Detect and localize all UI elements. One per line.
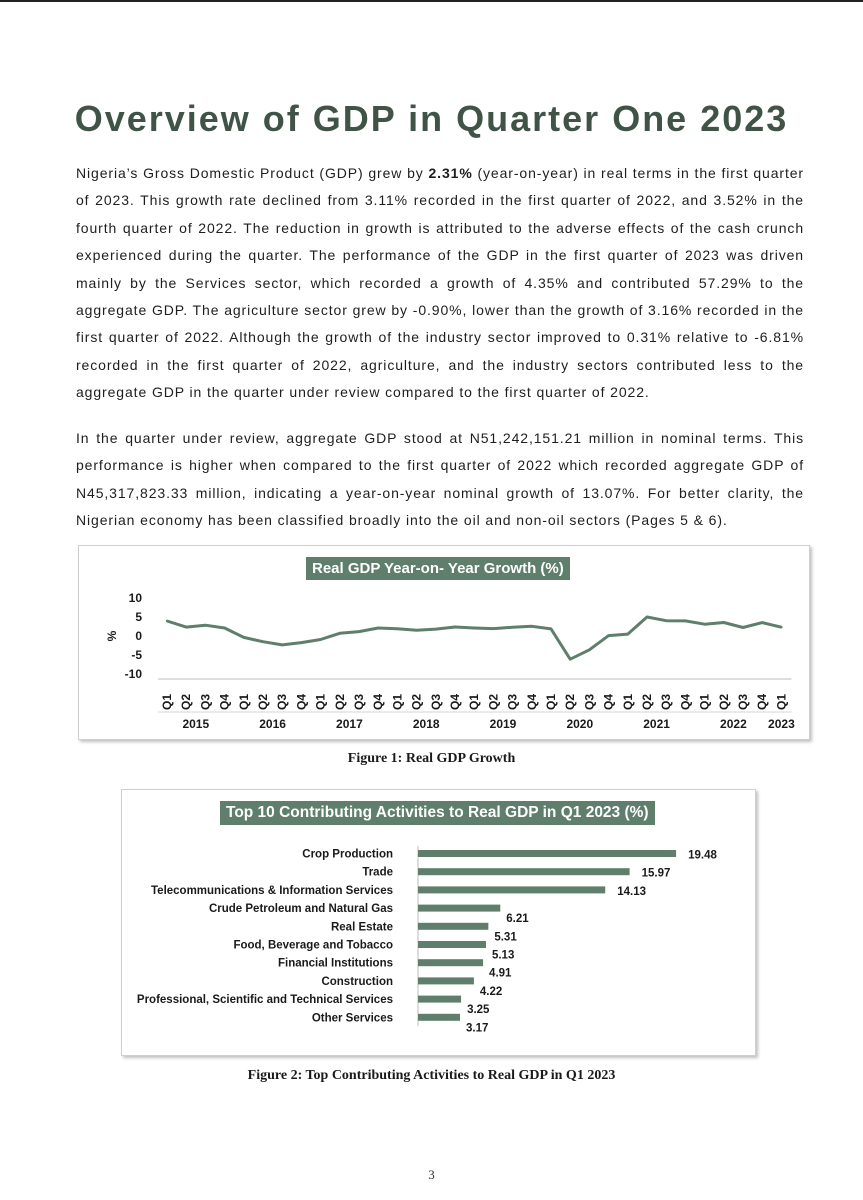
growth-point xyxy=(492,627,494,629)
x-tick-label: Q4 xyxy=(217,693,232,710)
category-label: Real Estate xyxy=(330,921,393,934)
category-label: Trade xyxy=(362,866,393,879)
page-title: Overview of GDP in Quarter One 2023 xyxy=(74,98,789,139)
year-label: 2016 xyxy=(259,717,286,731)
figure-1-caption: Figure 1: Real GDP Growth xyxy=(347,751,516,766)
growth-point xyxy=(665,619,667,621)
figure-2-caption: Figure 2: Top Contributing Activities to Real GDP in Q1 2023 xyxy=(247,1068,616,1083)
x-tick-label: Q2 xyxy=(640,693,654,710)
x-tick-label: Q2 xyxy=(179,693,194,710)
bar-value-label: 3.25 xyxy=(467,1004,490,1017)
growth-point xyxy=(511,626,513,628)
growth-point xyxy=(435,628,437,630)
contribution-bar xyxy=(418,959,483,966)
x-tick-label: Q4 xyxy=(371,693,386,710)
contribution-bar xyxy=(418,1014,460,1021)
x-tick-label: Q3 xyxy=(275,693,290,710)
x-tick-label: Q2 xyxy=(563,693,578,710)
growth-point xyxy=(473,627,475,629)
category-label: Professional, Scientific and Technical Services xyxy=(136,994,393,1007)
bar-value-label: 15.97 xyxy=(641,867,671,880)
page-number: 3 xyxy=(428,1167,435,1182)
growth-point xyxy=(415,629,417,631)
x-tick-label: Q1 xyxy=(467,693,482,710)
contribution-bar xyxy=(418,850,676,857)
category-label: Other Services xyxy=(311,1012,393,1025)
x-tick-label: Q1 xyxy=(620,693,635,710)
growth-point xyxy=(550,628,552,630)
x-tick-label: Q4 xyxy=(678,693,693,710)
x-tick-label: Q2 xyxy=(256,693,270,710)
growth-point xyxy=(262,640,264,642)
chart-1-title: Real GDP Year-on- Year Growth (%) xyxy=(306,557,570,580)
year-label: 2018 xyxy=(412,717,440,731)
growth-point xyxy=(703,623,705,625)
x-tick-label: Q4 xyxy=(601,693,616,710)
growth-point xyxy=(684,620,686,622)
top-contributors-bar-chart xyxy=(122,790,755,1055)
contribution-bar xyxy=(418,923,488,930)
x-tick-label: Q1 xyxy=(774,693,789,710)
category-label: Food, Beverage and Tobacco xyxy=(233,939,393,952)
growth-rate-highlight: 2.31% xyxy=(428,165,473,181)
y-tick-label: 5 xyxy=(135,610,142,624)
growth-point xyxy=(223,627,225,629)
category-label: Telecommunications & Information Services xyxy=(151,884,393,897)
page-top-border xyxy=(0,0,863,2)
growth-point xyxy=(204,624,206,626)
paragraph-nominal-gdp: In the quarter under review, aggregate GDP stood at N51,242,151.21 million in nominal terms. This performance is higher when compared to the first quarter of 2022 which recorded aggregate GDP of N45,317,823.33 million, indicating a year-on-year nominal growth of 13.07%. For better clarity, the Nigerian economy has been classified broadly into the oil and non-oil sectors (Pages 5 & 6). xyxy=(76,430,804,529)
y-axis-label: % xyxy=(105,630,119,642)
bar-value-label: 6.21 xyxy=(506,913,529,926)
x-tick-label: Q1 xyxy=(160,693,174,710)
top-contributing-activities-chart xyxy=(121,789,756,1056)
year-label: 2023 xyxy=(768,717,795,731)
growth-point xyxy=(761,621,763,623)
category-label: Crop Production xyxy=(302,848,393,861)
x-tick-label: Q3 xyxy=(736,693,750,710)
x-tick-label: Q3 xyxy=(198,693,213,710)
contribution-bar xyxy=(418,996,461,1003)
growth-point xyxy=(358,630,360,632)
growth-point xyxy=(243,636,245,638)
growth-point xyxy=(166,620,168,622)
contribution-bar xyxy=(418,905,500,912)
growth-point xyxy=(607,634,609,636)
y-tick-label: -5 xyxy=(131,648,142,662)
paragraph-1-text-start: Nigeria’s Gross Domestic Product (GDP) grew by xyxy=(76,165,429,181)
growth-point xyxy=(780,626,782,628)
category-label: Crude Petroleum and Natural Gas xyxy=(208,903,393,916)
year-label: 2015 xyxy=(182,717,210,731)
bar-value-label: 4.91 xyxy=(489,967,512,980)
x-tick-label: Q1 xyxy=(236,693,251,710)
contribution-bar xyxy=(418,977,474,984)
x-tick-label: Q1 xyxy=(313,693,328,710)
bar-value-label: 5.31 xyxy=(494,931,517,944)
growth-point xyxy=(723,621,725,623)
x-tick-label: Q4 xyxy=(755,693,770,710)
x-tick-label: Q3 xyxy=(428,693,443,710)
growth-point xyxy=(588,649,590,651)
y-tick-label: -10 xyxy=(124,667,142,681)
x-tick-label: Q4 xyxy=(448,693,462,710)
growth-point xyxy=(454,626,456,628)
contribution-bar xyxy=(418,941,486,948)
contribution-bar xyxy=(418,868,630,875)
x-tick-label: Q4 xyxy=(524,693,539,710)
bar-value-label: 14.13 xyxy=(617,885,647,898)
year-label: 2019 xyxy=(489,717,517,731)
growth-point xyxy=(281,644,283,646)
x-tick-label: Q1 xyxy=(697,693,712,710)
category-label: Construction xyxy=(321,975,393,988)
year-label: 2022 xyxy=(720,717,747,731)
growth-point xyxy=(300,641,302,643)
x-tick-label: Q2 xyxy=(332,693,347,710)
growth-point xyxy=(377,627,379,629)
growth-point xyxy=(319,638,321,640)
growth-point xyxy=(569,658,571,660)
x-tick-label: Q3 xyxy=(659,693,674,710)
bar-value-label: 3.17 xyxy=(466,1022,489,1035)
y-tick-label: 0 xyxy=(135,629,142,643)
bar-value-label: 5.13 xyxy=(491,949,515,962)
growth-point xyxy=(627,633,629,635)
category-label: Financial Institutions xyxy=(277,957,393,970)
paragraph-gdp-growth xyxy=(76,160,804,407)
year-label: 2020 xyxy=(566,717,594,731)
growth-point xyxy=(339,632,341,634)
growth-point xyxy=(742,626,744,628)
x-tick-label: Q1 xyxy=(390,693,405,710)
growth-series-line xyxy=(167,617,781,659)
x-tick-label: Q1 xyxy=(544,693,558,710)
real-gdp-growth-line-chart xyxy=(79,546,809,739)
bar-value-label: 4.22 xyxy=(479,985,503,998)
growth-point xyxy=(185,626,187,628)
contribution-bar xyxy=(418,886,605,893)
growth-point xyxy=(531,625,533,627)
x-tick-label: Q2 xyxy=(486,693,501,710)
x-tick-label: Q2 xyxy=(409,693,424,710)
x-tick-label: Q2 xyxy=(716,693,731,710)
chart-2-title: Top 10 Contributing Activities to Real GDP in Q1 2023 (%) xyxy=(220,801,655,825)
x-tick-label: Q4 xyxy=(294,693,309,710)
x-tick-label: Q3 xyxy=(505,693,520,710)
x-tick-label: Q3 xyxy=(582,693,597,710)
real-gdp-growth-chart xyxy=(78,545,810,740)
y-tick-label: 10 xyxy=(128,591,142,605)
growth-point xyxy=(396,628,398,630)
year-label: 2021 xyxy=(643,717,670,731)
x-tick-label: Q3 xyxy=(352,693,366,710)
year-label: 2017 xyxy=(336,717,363,731)
paragraph-1-text-end: (year-on-year) in real terms in the first quarter of 2023. This growth rate declined from 3.11% recorded in the first quarter of 2022, and 3.52% in the fourth quarter of 2022. The reduction in growth is attributed to the adverse effects of the cash crunch experienced during the quarter. The performance of the GDP in the first quarter of 2023 was driven mainly by the Services sector, which recorded a growth of 4.35% and contributed 57.29% to the aggregate GDP. The agriculture sector grew by -0.90%, lower than the growth of 3.16% recorded in the first quarter of 2022. Although the growth of the industry sector improved to 0.31% relative to -6.81% recorded in the first quarter of 2022, agriculture, and the industry sectors contributed less to the aggregate GDP in the quarter under review compared to the first quarter of 2022. xyxy=(76,165,804,401)
growth-point xyxy=(646,616,648,618)
bar-value-label: 19.48 xyxy=(688,849,717,862)
